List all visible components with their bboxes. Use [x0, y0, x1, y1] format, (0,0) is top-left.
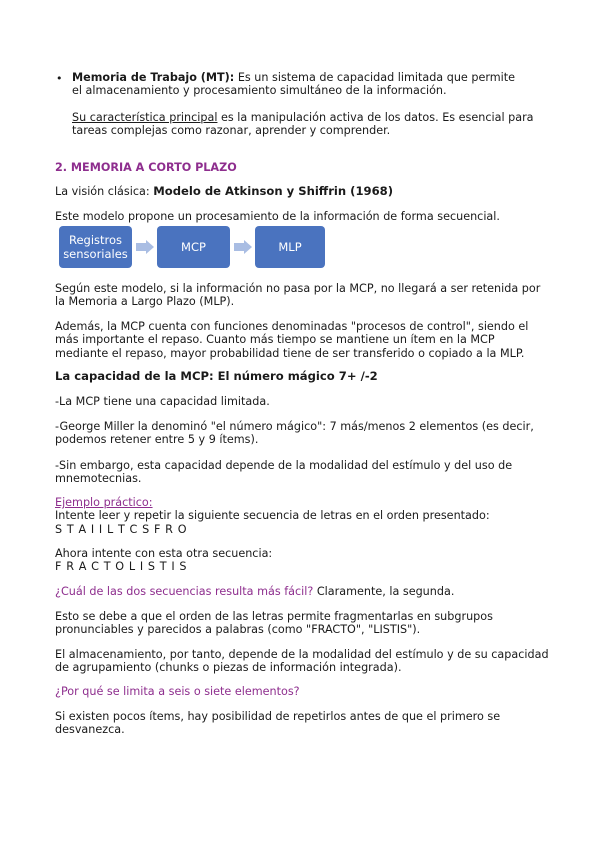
capacity-item-1: -La MCP tiene una capacidad limitada.	[55, 395, 270, 408]
model-intro: Este modelo propone un procesamiento de la información de forma secuencial.	[55, 210, 500, 223]
sequence-2: F R A C T O L I S T I S	[55, 560, 188, 574]
item3-line1: -Sin embargo, esta capacidad depende de la modalidad del estímulo y del uso de	[55, 459, 513, 472]
mt-definition	[72, 71, 542, 98]
question-line	[55, 585, 555, 598]
q2-line2: desvanezca.	[55, 723, 125, 737]
explain-line2: pronunciables y parecidos a palabras (como "FRACTO", "LISTIS").	[55, 623, 421, 637]
explanation	[55, 610, 555, 637]
box3-label: MLP	[278, 240, 302, 254]
capacity-heading: La capacidad de la MCP: El número mágico 7+ /-2	[55, 369, 378, 383]
q2-line1: Si existen pocos ítems, hay posibilidad de repetirlos antes de que el primero se	[55, 710, 501, 723]
p1-line1: Según este modelo, si la información no pasa por la MCP, no llegará a ser retenida por	[55, 282, 541, 295]
mlp-box	[255, 226, 325, 268]
box1-line2: sensoriales	[63, 247, 128, 261]
paragraph-model	[55, 282, 555, 309]
question: ¿Cuál de las dos secuencias resulta más fácil?	[55, 585, 314, 598]
vision-prefix: La visión clásica:	[55, 185, 154, 198]
paragraph-control	[55, 320, 555, 360]
arrow-right-icon	[136, 240, 154, 254]
vision-line	[55, 185, 555, 198]
conclusion-line2: de agrupamiento (chunks o piezas de información integrada).	[55, 661, 402, 675]
capacity-item-3	[55, 459, 555, 486]
conclusion-line1: El almacenamiento, por tanto, depende de la modalidad del estímulo y de su capacidad	[55, 648, 549, 661]
mt-char-label: Su característica principal	[72, 111, 218, 124]
p2-line2: más importante el repaso. Cuanto más tiempo se mantiene un ítem en la MCP	[55, 333, 495, 347]
box2-label: MCP	[181, 240, 206, 254]
p2-line3: mediante el repaso, mayor probabilidad tiene de ser transferido o copiado a la MLP.	[55, 346, 525, 360]
example-block	[55, 496, 555, 536]
answer: Claramente, la segunda.	[313, 585, 455, 598]
vision-model: Modelo de Atkinson y Shiffrin (1968)	[153, 184, 394, 198]
mt-characteristic	[72, 111, 542, 138]
p2-line1: Además, la MCP cuenta con funciones denominadas "procesos de control", siendo el	[55, 320, 529, 333]
example-label: Ejemplo práctico:	[55, 496, 153, 509]
question-2: ¿Por qué se limita a seis o siete elementos?	[55, 685, 300, 698]
mt-term: Memoria de Trabajo (MT):	[72, 71, 235, 84]
p1-line2: la Memoria a Largo Plazo (MLP).	[55, 295, 235, 309]
capacity-item-2	[55, 420, 555, 447]
example-instruction: Intente leer y repetir la siguiente secuencia de letras en el orden presentado:	[55, 509, 490, 523]
mt-char-line2: tareas complejas como razonar, aprender y comprender.	[72, 124, 391, 138]
sequence-1: S T A I I L T C S F R O	[55, 522, 188, 536]
question-2-answer	[55, 710, 555, 737]
bullet-dot: •	[56, 72, 63, 85]
mt-line2: el almacenamiento y procesamiento simultáneo de la información.	[72, 84, 447, 98]
box1-line1: Registros	[68, 233, 123, 247]
mcp-box	[157, 226, 230, 268]
item2-line1: -George Miller la denominó "el número mágico": 7 más/menos 2 elementos (es decir,	[55, 420, 534, 433]
sensory-registers-box	[59, 226, 132, 268]
item2-line2: podemos retener entre 5 y 9 ítems).	[55, 433, 259, 447]
mt-char-line1: es la manipulación activa de los datos. Es esencial para	[217, 111, 534, 124]
arrow-right-icon	[234, 240, 252, 254]
conclusion	[55, 648, 555, 675]
explain-line1: Esto se debe a que el orden de las letras permite fragmentarlas en subgrupos	[55, 610, 493, 623]
mt-line1: Es un sistema de capacidad limitada que permite	[234, 71, 516, 84]
item3-line2: mnemotecnias.	[55, 472, 142, 486]
section-heading: 2. MEMORIA A CORTO PLAZO	[55, 161, 237, 174]
example-instruction-2: Ahora intente con esta otra secuencia:	[55, 547, 273, 560]
example-block-2	[55, 547, 555, 574]
